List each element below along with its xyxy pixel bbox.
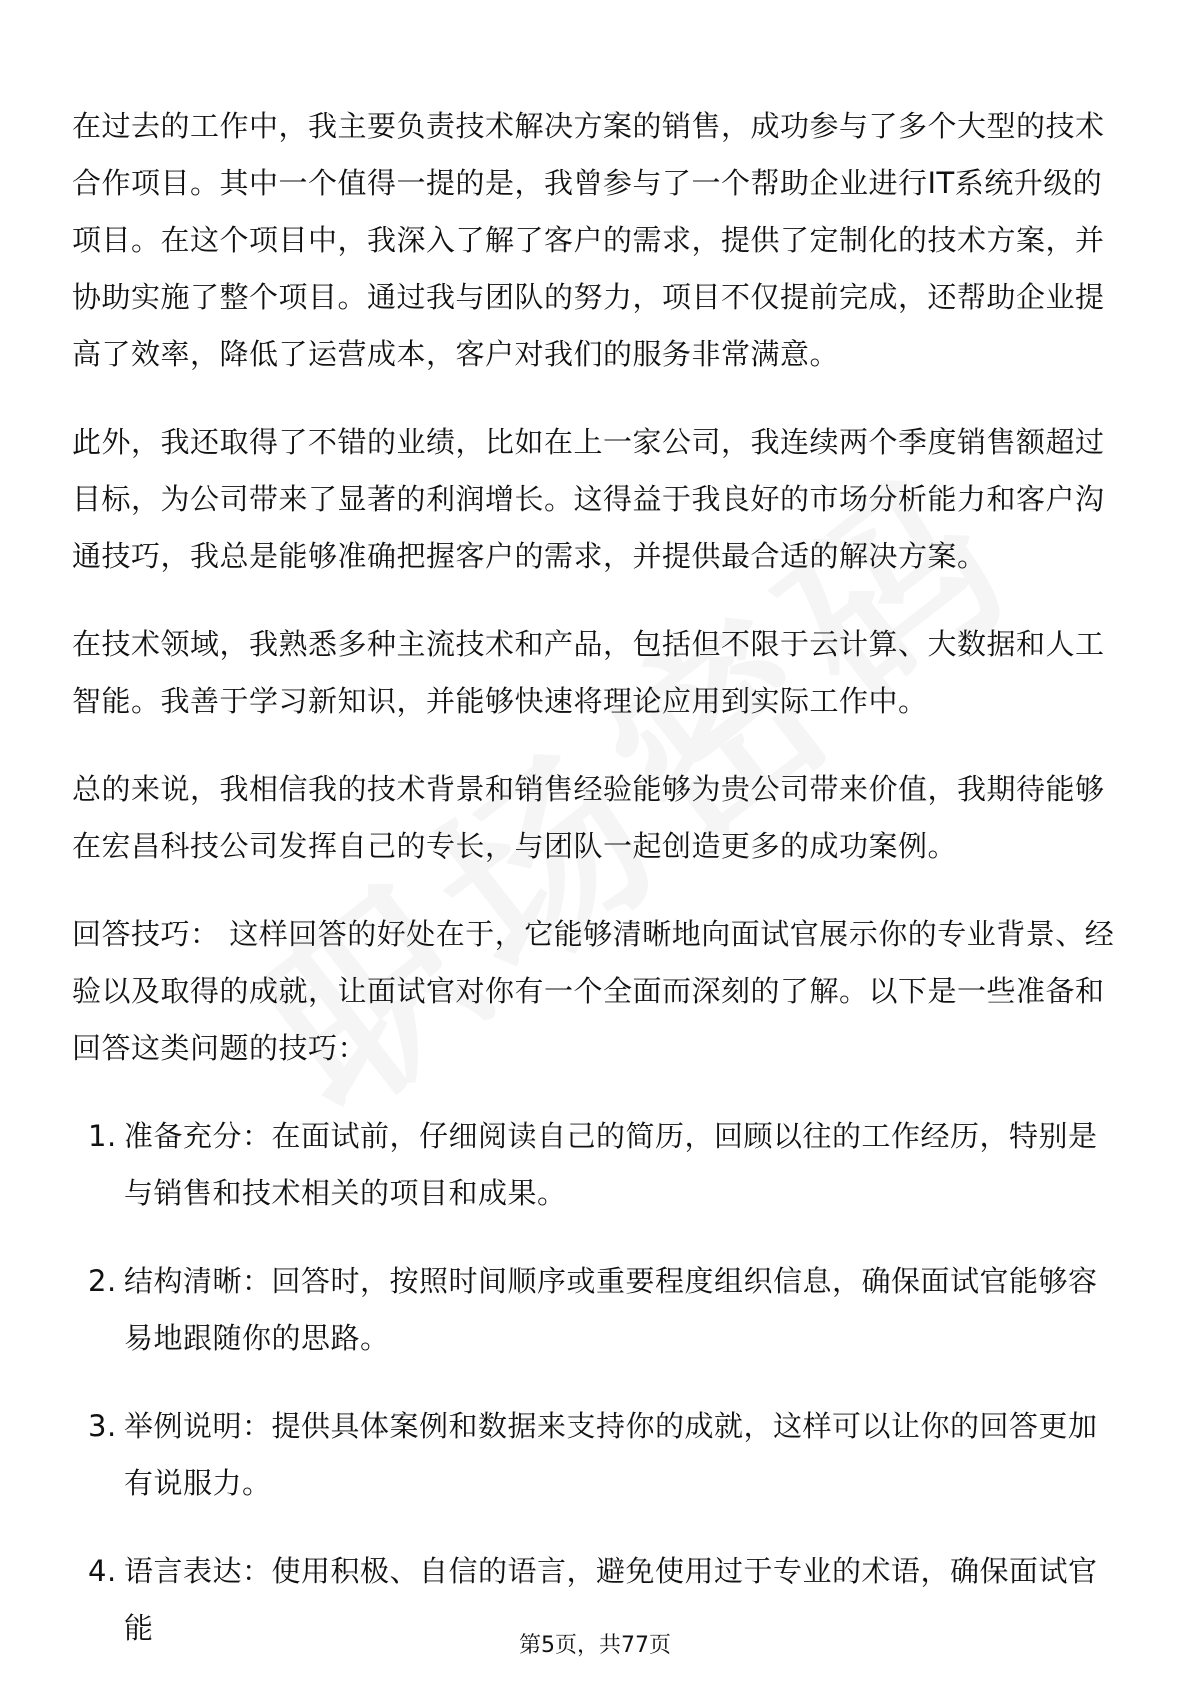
list-number: 3. bbox=[88, 1409, 117, 1443]
list-item bbox=[72, 1398, 1122, 1512]
list-item bbox=[72, 1108, 1122, 1222]
paragraph-summary: 总的来说，我相信我的技术背景和销售经验能够为贵公司带来价值，我期待能够在宏昌科技公司发挥自己的专长，与团队一起创造更多的成功案例。 bbox=[72, 772, 1105, 863]
paragraph-performance: 此外，我还取得了不错的业绩，比如在上一家公司，我连续两个季度销售额超过目标，为公司带来了显著的利润增长。这得益于我良好的市场分析能力和客户沟通技巧，我总是能够准确把握客户的需求，并提供最合适的解决方案。 bbox=[72, 425, 1105, 573]
page-footer: 第5页，共77页 bbox=[519, 1633, 671, 1658]
list-text: 准备充分：在面试前，仔细阅读自己的简历，回顾以往的工作经历，特别是与销售和技术相关的项目和成果。 bbox=[124, 1119, 1098, 1210]
list-number: 4. bbox=[88, 1554, 117, 1588]
paragraph-answer-tips: 回答技巧： 这样回答的好处在于，它能够清晰地向面试官展示你的专业背景、经验以及取得的成就，让面试官对你有一个全面而深刻的了解。以下是一些准备和回答这类问题的技巧： bbox=[72, 917, 1115, 1065]
document-body bbox=[72, 98, 1122, 1688]
list-number: 1. bbox=[88, 1119, 117, 1153]
paragraph-work-experience: 在过去的工作中，我主要负责技术解决方案的销售，成功参与了多个大型的技术合作项目。其中一个值得一提的是，我曾参与了一个帮助企业进行IT系统升级的项目。在这个项目中，我深入了解了客户的需求，提供了定制化的技术方案，并协助实施了整个项目。通过我与团队的努力，项目不仅提前完成，还帮助企业提高了效率，降低了运营成本，客户对我们的服务非常满意。 bbox=[72, 109, 1105, 371]
list-text: 举例说明：提供具体案例和数据来支持你的成就，这样可以让你的回答更加有说服力。 bbox=[124, 1409, 1098, 1500]
list-text: 语言表达：使用积极、自信的语言，避免使用过于专业的术语，确保面试官能 bbox=[124, 1554, 1098, 1645]
list-number: 2. bbox=[88, 1264, 117, 1298]
list-text: 结构清晰：回答时，按照时间顺序或重要程度组织信息，确保面试官能够容易地跟随你的思路。 bbox=[124, 1264, 1098, 1355]
paragraph-technical-skills: 在技术领域，我熟悉多种主流技术和产品，包括但不限于云计算、大数据和人工智能。我善于学习新知识，并能够快速将理论应用到实际工作中。 bbox=[72, 627, 1105, 718]
list-item bbox=[72, 1253, 1122, 1367]
